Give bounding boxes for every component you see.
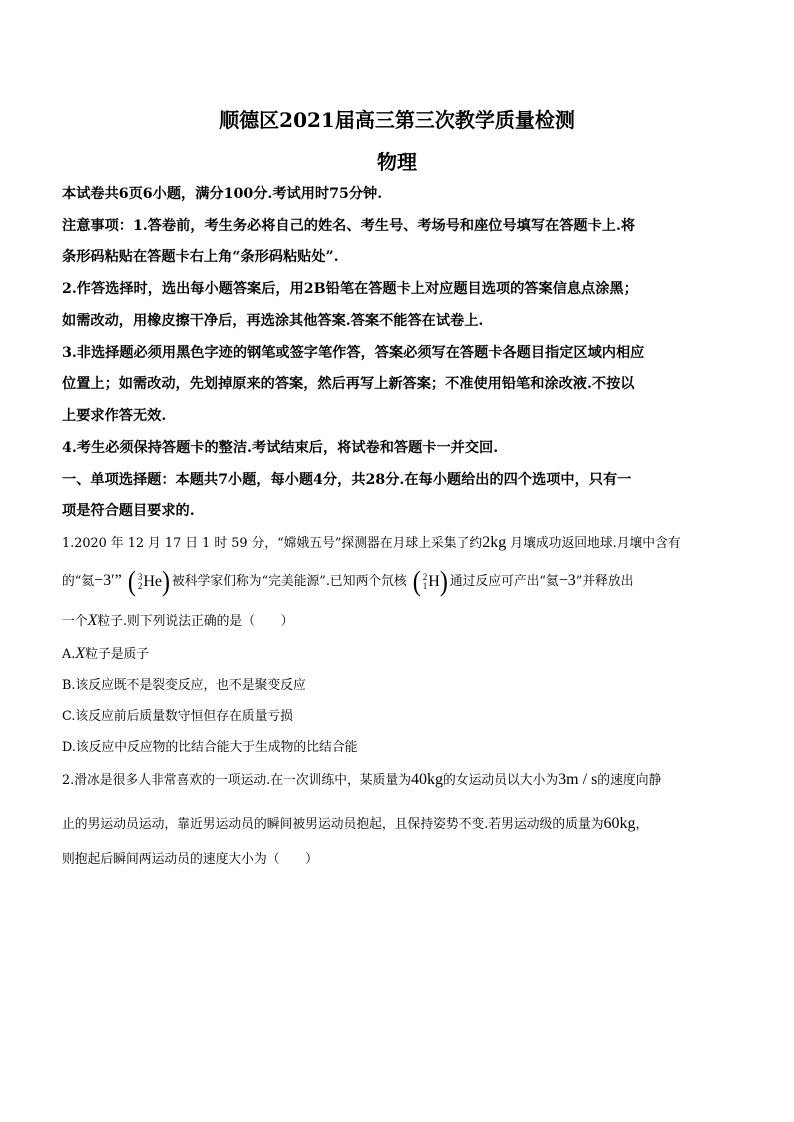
q1-line-2 bbox=[62, 565, 742, 598]
instruction-line-6: 3.非选择题必须用黑色字迹的钢笔或签字笔作答，答案必须写在答题卡各题目指定区域内相应 bbox=[62, 345, 645, 361]
q1-text: 被科学家们称为“完美能源”.已知两个氘核 bbox=[172, 574, 407, 589]
element-symbol: H bbox=[428, 572, 440, 590]
instruction-line-7: 位置上；如需改动，先划掉原来的答案，然后再写上新答案；不准使用铅笔和涂改液.不按以 bbox=[62, 376, 635, 392]
q2-velocity: 3m / s bbox=[558, 771, 598, 788]
atomic-number: 2 bbox=[137, 580, 143, 591]
q1-text: 一个 bbox=[62, 614, 88, 629]
instruction-line-1: 本试卷共6页6小题，满分100分.考试用时75分钟. bbox=[62, 186, 383, 202]
q2-text: 2.滑冰是很多人非常喜欢的一项运动.在一次训练中，某质量为 bbox=[62, 773, 411, 788]
instruction-line-5: 如需改动，用橡皮擦干净后，再选涂其他答案.答案不能答在试卷上. bbox=[62, 313, 484, 329]
section-heading-line-1: 一、单项选择题：本题共7小题，每小题4分，共28分.在每小题给出的四个选项中，只有一 bbox=[62, 472, 632, 488]
q2-female-mass: 40kg bbox=[411, 771, 443, 788]
mass-number: 2 bbox=[422, 571, 428, 582]
exam-title: 顺德区2021届高三第三次教学质量检测 bbox=[219, 108, 575, 132]
instruction-line-9: 4.考生必须保持答题卡的整洁.考试结束后，将试卷和答题卡一并交回. bbox=[62, 440, 499, 456]
helium-3-nuclide: ( 3 2 He ) bbox=[127, 565, 170, 598]
q2-line-2 bbox=[62, 815, 742, 834]
q1-text: 的“氦 bbox=[62, 574, 95, 589]
q2-text: ， bbox=[635, 817, 649, 832]
instruction-line-4: 2.作答选择时，选出每小题答案后，用2B铅笔在答题卡上对应题目选项的答案信息点涂黑； bbox=[62, 281, 638, 297]
q1-line-1 bbox=[62, 534, 742, 553]
section-heading-line-2: 项是符合题目要求的. bbox=[62, 503, 195, 519]
q1-option-d bbox=[62, 739, 742, 757]
q1-text: 粒子.则下列说法正确的是（ ） bbox=[97, 614, 294, 629]
option-label: A. bbox=[62, 647, 76, 662]
q1-option-b bbox=[62, 677, 742, 695]
q1-line-3 bbox=[62, 612, 742, 631]
q1-text: ”并释放出 bbox=[575, 574, 634, 589]
x-particle: X bbox=[87, 612, 98, 629]
instruction-line-2: 注意事项：1.答卷前，考生务必将自己的姓名、考生号、考场号和座位号填写在答题卡上.将 bbox=[62, 218, 636, 234]
q2-text: 的速度向静 bbox=[597, 773, 662, 788]
option-text: 该反应既不是裂变反应，也不是聚变反应 bbox=[75, 678, 306, 693]
q2-text: 止的男运动员运动，靠近男运动员的瞬间被男运动员抱起，且保持姿势不变.若男运动级的质量为 bbox=[62, 817, 604, 832]
element-symbol: He bbox=[143, 572, 162, 590]
q2-text: 的女运动员以大小为 bbox=[443, 773, 559, 788]
x-particle: X bbox=[75, 645, 86, 662]
q2-line-3: 则抱起后瞬间两运动员的速度大小为（ ） bbox=[62, 852, 318, 867]
q1-option-a bbox=[62, 645, 742, 664]
q1-option-c bbox=[62, 708, 742, 726]
option-text: 该反应前后质量数守恒但存在质量亏损 bbox=[75, 709, 293, 724]
option-label: D. bbox=[62, 740, 76, 755]
subject-title: 物理 bbox=[377, 150, 417, 174]
deuterium-nuclide: ( 2 1 H ) bbox=[412, 565, 448, 598]
q2-line-1 bbox=[62, 771, 742, 790]
q1-helium-label: −3′” bbox=[94, 572, 122, 589]
option-text: 该反应中反应物的比结合能大于生成物的比结合能 bbox=[75, 740, 358, 755]
option-label: C. bbox=[62, 709, 76, 724]
instruction-line-3: 条形码粘贴在答题卡右上角“条形码粘贴处”. bbox=[62, 249, 339, 265]
q1-text: 月壤成功返回地球.月壤中含有 bbox=[506, 536, 681, 551]
q2-male-mass: 60kg bbox=[603, 815, 636, 832]
q1-mass: 2kg bbox=[482, 534, 507, 551]
q1-text: 1.2020 年 12 月 17 日 1 时 59 分，“嫦娥五号”探测器在月球上采集了约 bbox=[62, 536, 483, 551]
q1-text: 通过反应可产出“氦 bbox=[449, 574, 559, 589]
instruction-line-8: 上要求作答无效. bbox=[62, 408, 167, 424]
option-label: B. bbox=[62, 678, 76, 693]
q1-helium-label: −3 bbox=[558, 572, 576, 589]
mass-number: 3 bbox=[137, 571, 143, 582]
option-text: 粒子是质子 bbox=[85, 647, 150, 662]
atomic-number: 1 bbox=[422, 580, 428, 591]
